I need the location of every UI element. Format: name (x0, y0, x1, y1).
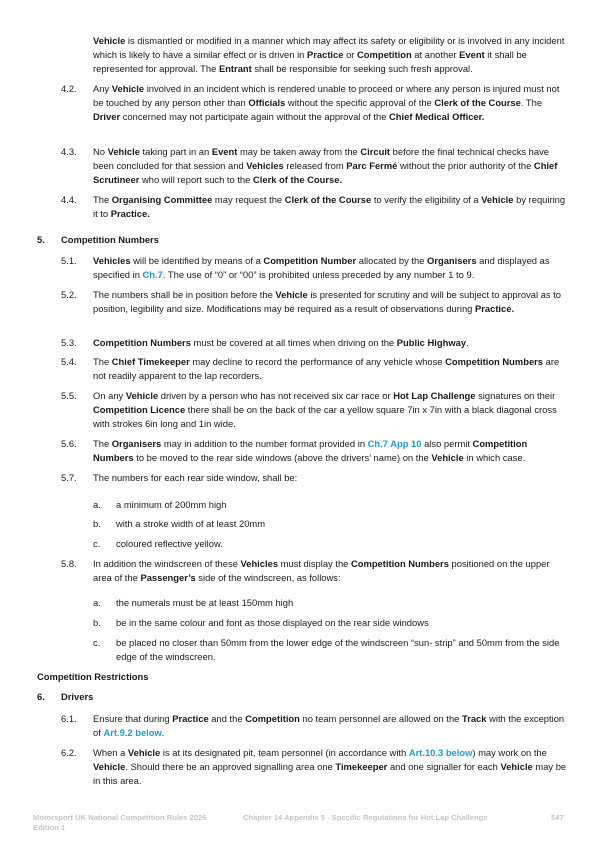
text: or (343, 49, 358, 60)
text: The (93, 356, 112, 367)
term: Competition (357, 49, 412, 60)
clause-6-2 (93, 746, 568, 788)
term: Chief Timekeeper (111, 356, 190, 367)
text: to verify the eligibility of a (371, 194, 482, 205)
footer-chapter: Chapter 14 Appendix 5 - Specific Regulations for Hot Lap Challenge (243, 813, 488, 822)
term: Organisers (427, 255, 477, 266)
list-letter: a. (93, 499, 101, 510)
clause-5-5 (93, 389, 568, 431)
term: Vehicles (93, 255, 131, 266)
term: Event (211, 146, 238, 157)
text: without the specific approval of the (285, 97, 435, 108)
text: also permit (421, 438, 473, 449)
clause-number: 4.4. (61, 194, 77, 205)
term: Competition (245, 713, 300, 724)
text: On any (93, 390, 126, 401)
list-item: a minimum of 200mm high (116, 499, 227, 510)
text: allocated by the (356, 255, 428, 266)
text: at another (411, 49, 460, 60)
article-link[interactable]: Art.10.3 below (408, 747, 473, 758)
term: Vehicle (127, 747, 161, 758)
list-letter: c. (93, 538, 101, 549)
clause-number: 5.1. (61, 255, 77, 266)
text: Any (93, 83, 112, 94)
text: concerned may not participate again without the approval of the (120, 111, 390, 122)
term: Practice. (110, 208, 150, 219)
term: Public Highway (396, 337, 467, 348)
text: The (93, 194, 112, 205)
clause-number: 5.6. (61, 438, 77, 449)
text: shall be responsible for seeking such fresh approval. (251, 63, 473, 74)
footer-page-number: 547 (551, 813, 564, 822)
section-title: Competition Numbers (61, 234, 159, 245)
term: Parc Fermé (346, 160, 398, 171)
clause-4-3 (93, 145, 568, 187)
text: must display the (278, 558, 351, 569)
list-letter: b. (93, 617, 101, 628)
clause-5-2 (93, 288, 568, 316)
term: Vehicle (500, 761, 533, 772)
text: to be moved to the rear side windows (above the drivers’ name) on the (133, 452, 432, 463)
text: in which case. (463, 452, 526, 463)
term: Competition Numbers (93, 337, 191, 348)
term: Vehicle (125, 390, 159, 401)
term: Hot Lap Challenge (393, 390, 476, 401)
term: Driver (93, 111, 121, 122)
text: involved in an incident which is rendered unable to proceed or where any person is injured must not be touched by any person other than (93, 83, 560, 108)
text: may be in this area. (93, 761, 567, 786)
text: The numbers shall be in position before the (93, 289, 276, 300)
term: Organising Committee (111, 194, 213, 205)
clause-number: 4.2. (61, 83, 77, 94)
clause-5-8 (93, 557, 568, 585)
text: must be covered at all times when driving on the (190, 337, 397, 348)
text: without the prior authority of the (397, 160, 534, 171)
text: it shall be represented for approval. The (93, 49, 527, 74)
term: Competition Numbers (350, 558, 449, 569)
footer-publication: Motorsport UK National Competition Rules 2026 (33, 813, 207, 822)
term: Vehicle (93, 35, 126, 46)
clause-number: 5.7. (61, 472, 77, 483)
clause-4-2 (93, 82, 568, 124)
chapter-link[interactable]: Ch.7 App 10 (367, 438, 422, 449)
list-letter: a. (93, 597, 101, 608)
clause-number: 6.2. (61, 747, 77, 758)
text: released from (283, 160, 347, 171)
text: may request the (212, 194, 285, 205)
term: Chief Medical Officer. (389, 111, 485, 122)
text: by requiring it to (93, 194, 566, 219)
term: Chief Scrutineer (93, 160, 558, 185)
text: signatures on their (475, 390, 556, 401)
article-link[interactable]: Art.9.2 below (103, 727, 162, 738)
list-item: the numerals must be at least 150mm high (116, 597, 294, 608)
text: are not readily apparent to the lap recorders. (93, 356, 560, 381)
term: Competition Numbers (93, 438, 528, 463)
text: When a (93, 747, 128, 758)
text: taking part in an (139, 146, 212, 157)
term: Vehicle (111, 83, 145, 94)
text: is presented for scrutiny and will be subject to approval as to position, legibility and size. Modifications may be required as a result of observations during (93, 289, 561, 314)
term: Officials (248, 97, 286, 108)
text: no team personnel are allowed on the (299, 713, 462, 724)
term: Vehicle (93, 761, 126, 772)
text: . (466, 337, 469, 348)
footer-rules-title (33, 813, 233, 833)
clause-5-4 (93, 355, 568, 383)
list-item: coloured reflective yellow. (116, 538, 223, 549)
term: Entrant (218, 63, 252, 74)
list-item: be placed no closer than 50mm from the lower edge of the windscreen “sun- strip” and 50mm from the side edge of the windscreen. (116, 637, 560, 662)
text: Ensure that during (93, 713, 173, 724)
term: Vehicle (275, 289, 308, 300)
list-letter: b. (93, 518, 101, 529)
text: who will report such to the (139, 174, 253, 185)
text: with the exception of (93, 713, 565, 738)
list-item: be in the same colour and font as those displayed on the rear side windows (116, 617, 429, 628)
term: Practice (172, 713, 209, 724)
text: will be identified by means of a (130, 255, 264, 266)
term: Event (459, 49, 485, 60)
chapter-link[interactable]: Ch.7 (142, 269, 163, 280)
footer-edition: Edition 1 (33, 823, 66, 832)
text: may decline to record the performance of any vehicle whose (189, 356, 446, 367)
term: Vehicle (431, 452, 464, 463)
clause-number: 5.2. (61, 289, 77, 300)
text: and one signaller for each (387, 761, 501, 772)
text: there shall be on the back of the car a yellow square 7in x 7in with a black diagonal cross with strokes 6in long and 1in wide. (93, 404, 557, 429)
term: Vehicle (107, 146, 140, 157)
term: Vehicles (246, 160, 284, 171)
text: may be taken away from the (237, 146, 361, 157)
term: Competition Number (263, 255, 357, 266)
text: . The use of “0” or “00” is prohibited unless preceded by any number 1 to 9. (162, 269, 475, 280)
term: Clerk of the Course (284, 194, 372, 205)
clause-5-3 (93, 336, 568, 350)
clause-5-7: The numbers for each rear side window, shall be: (93, 472, 298, 483)
list-item: with a stroke width of at least 20mm (116, 518, 266, 529)
text: may in addition to the number format provided in (161, 438, 368, 449)
clause-number: 5.5. (61, 390, 77, 401)
text: is at its designated pit, team personnel (in accordance with (160, 747, 409, 758)
section-number: 5. (37, 234, 45, 245)
term: Vehicles (240, 558, 279, 569)
term: Clerk of the Course. (252, 174, 343, 185)
text: and displayed as specified in (93, 255, 550, 280)
term: Competition Licence (93, 404, 186, 415)
term: Circuit (360, 146, 391, 157)
clause-4-4 (93, 193, 568, 221)
term: Timekeeper (335, 761, 388, 772)
clause-6-1 (93, 712, 568, 740)
text: . The (520, 97, 543, 108)
subheading: Competition Restrictions (37, 671, 149, 682)
clause-number: 6.1. (61, 713, 77, 724)
term: Competition Numbers (445, 356, 544, 367)
clause-number: 4.3. (61, 146, 77, 157)
clause-5-1 (93, 254, 568, 282)
clause-number: 5.4. (61, 356, 77, 367)
text: and the (208, 713, 246, 724)
text: No (93, 146, 108, 157)
term: Vehicle (481, 194, 514, 205)
term: Passenger’s (140, 572, 196, 583)
text: positioned on the upper area of the (93, 558, 550, 583)
text: . (161, 727, 165, 738)
term: Clerk of the Course (434, 97, 521, 108)
text: ) may work on the (472, 747, 547, 758)
list-letter: c. (93, 637, 101, 648)
term: Track (461, 713, 487, 724)
term: Organisers (111, 438, 162, 449)
term: Practice (306, 49, 344, 60)
text: In addition the windscreen of these (93, 558, 241, 569)
clause-5-6 (93, 437, 568, 465)
intro-paragraph (93, 34, 568, 76)
text: driven by a person who has not received six car race or (158, 390, 394, 401)
text: before the final technical checks have been concluded for that session and (93, 146, 550, 171)
term: Practice. (474, 303, 515, 314)
text: . Should there be an approved signalling area one (125, 761, 336, 772)
section-number: 6. (37, 691, 45, 702)
text: The (93, 438, 112, 449)
text: side of the windscreen, as follows: (195, 572, 341, 583)
text: is dismantled or modified in a manner which may affect its safety or eligibility or is involved in any incident which is likely to have a similar effect or is driven in (93, 35, 565, 60)
clause-number: 5.8. (61, 558, 77, 569)
section-title: Drivers (61, 691, 94, 702)
clause-number: 5.3. (61, 337, 77, 348)
